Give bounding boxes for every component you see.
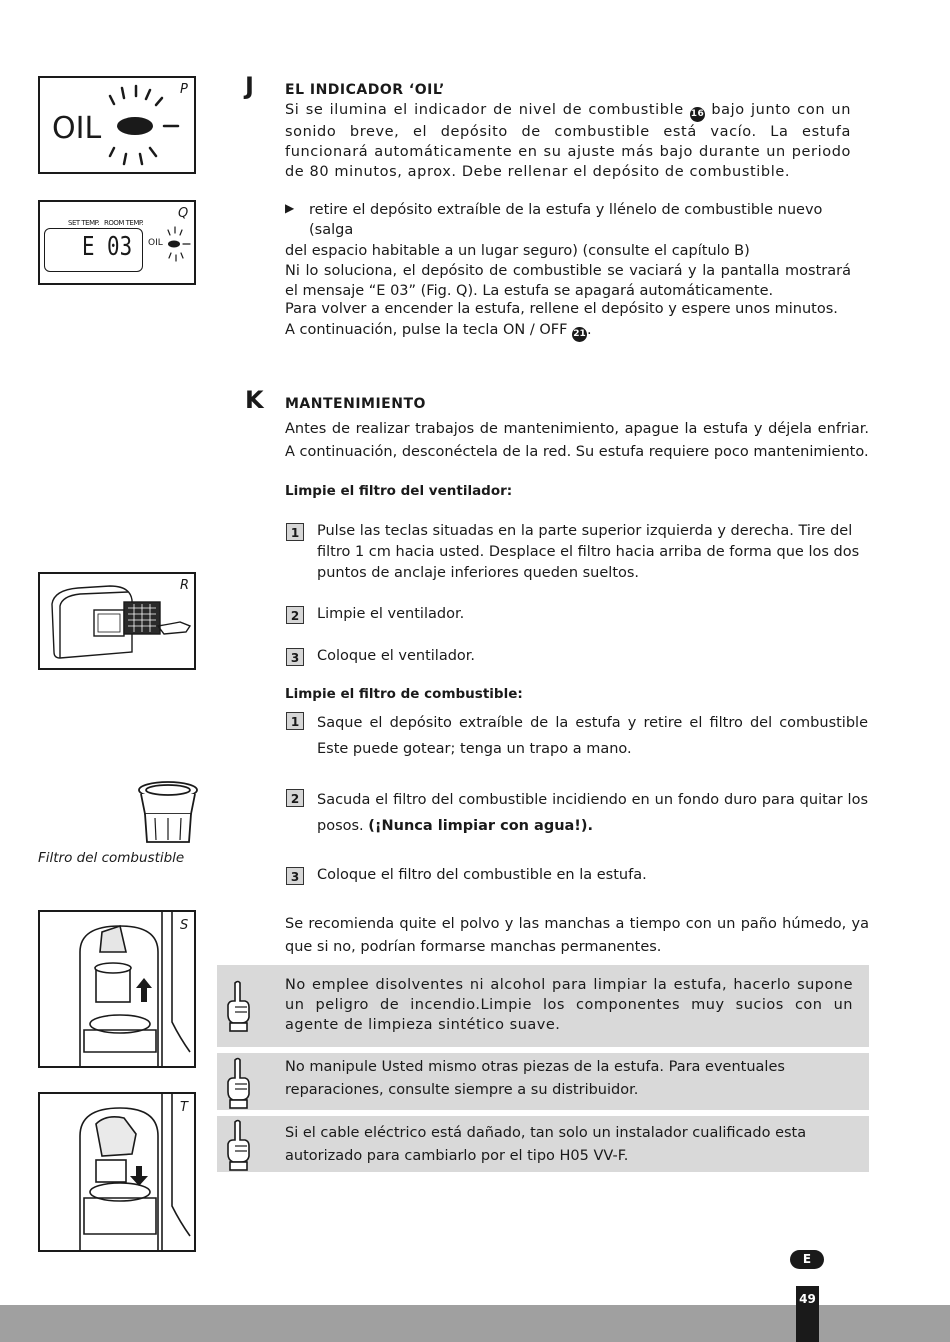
oil-label: OIL	[52, 111, 102, 146]
figure-t-letter: T	[180, 1100, 188, 1115]
fuel-step-1-number: 1	[286, 712, 304, 730]
figure-t-fuel-filter-insert	[38, 1092, 196, 1252]
fuel-step-1-text: Saque el depósito extraíble de la estufa y retire el filtro del combustible Este puede gotear; tenga un trapo a mano.	[317, 715, 868, 757]
figure-r-fan-filter	[38, 572, 196, 670]
fuel-filter-caption: Filtro del combustible	[38, 850, 185, 866]
section-j-letter: J	[245, 72, 254, 100]
filter-insert-illustration	[40, 1094, 194, 1250]
fan-step-1-text: Pulse las teclas situadas en la parte superior izquierda y derecha. Tire del filtro 1 cm hacia usted. Desplace el filtro hacia arriba de forma que los dos puntos de anclaje inferiores queden sueltos.	[317, 523, 860, 581]
cleaning-note: Se recomienda quite el polvo y las manchas a tiempo con un paño húmedo, ya que si no, podrían formarse manchas permanentes.	[285, 916, 869, 955]
figure-q-letter: Q	[178, 206, 189, 221]
pointing-hand-icon	[223, 979, 255, 1033]
bullet-arrow-icon: ▶	[285, 201, 295, 215]
reference-21-badge: 21	[572, 327, 587, 342]
warning-box-2	[217, 1053, 869, 1110]
fan-step-3-number: 3	[286, 648, 304, 666]
figure-r-letter: R	[180, 578, 190, 593]
fuel-filter-illustration	[135, 778, 201, 846]
language-badge: E	[790, 1250, 824, 1269]
reference-16-badge: 16	[690, 107, 705, 122]
figure-s-letter: S	[180, 918, 189, 933]
fuel-step-3-number: 3	[286, 867, 304, 885]
figure-s-fuel-filter-removal	[38, 910, 196, 1068]
section-k-heading: MANTENIMIENTO	[285, 396, 426, 412]
warning-1-text: No emplee disolventes ni alcohol para limpiar la estufa, hacerlo supone un peligro de incendio.Limpie los componentes muy sucios con un agente de limpieza sintético suave.	[285, 977, 853, 1033]
figure-p-letter: P	[180, 82, 188, 97]
heater-fan-filter-illustration	[40, 574, 194, 668]
fuel-step-2-text: Sacuda el filtro del combustible incidiendo en un fondo duro para quitar los posos. (¡Nunca limpiar con agua!).	[317, 792, 868, 834]
section-j-heading: EL INDICADOR ‘OIL’	[285, 82, 445, 98]
never-water-warning: (¡Nunca limpiar con agua!).	[368, 818, 594, 834]
fan-filter-title: Limpie el filtro del ventilador:	[285, 483, 513, 499]
warning-box-1	[217, 965, 869, 1047]
fan-step-2-number: 2	[286, 606, 304, 624]
filter-removal-illustration	[40, 912, 194, 1066]
fan-step-3-text: Coloque el ventilador.	[317, 648, 476, 664]
figure-p-oil-indicator	[38, 76, 196, 174]
error-code-display: E 03	[82, 232, 133, 262]
oil-indicator-illustration	[40, 78, 194, 172]
section-k-letter: K	[245, 386, 264, 414]
set-temp-label: SET TEMP.	[68, 219, 99, 227]
fuel-filter-title: Limpie el filtro de combustible:	[285, 686, 523, 702]
fuel-step-3-text: Coloque el filtro del combustible en la estufa.	[317, 867, 647, 883]
figure-q-display	[38, 200, 196, 285]
oil-small-indicator	[146, 220, 196, 270]
fan-step-1-number: 1	[286, 523, 304, 541]
pointing-hand-icon	[223, 1056, 255, 1110]
oil-small-label: OIL	[148, 238, 163, 248]
room-temp-label: ROOM TEMP.	[104, 219, 144, 227]
section-j-paragraph-3: Para volver a encender la estufa, rellene el depósito y espere unos minutos. A continuación, pulse la tecla ON / OFF 21.	[285, 299, 851, 342]
section-j-paragraph-1: Si se ilumina el indicador de nivel de combustible 16 bajo junto con un sonido breve, el depósito de combustible está vacío. La estufa funcionará automáticamente en su ajuste más bajo durante un periodo de 80 minutos, aprox. Debe rellenar el depósito de combustible.	[285, 102, 851, 180]
page-number: 49	[796, 1286, 819, 1342]
warning-2-text: No manipule Usted mismo otras piezas de la estufa. Para eventuales reparaciones, consulte siempre a su distribuidor.	[285, 1059, 785, 1098]
fan-step-2-text: Limpie el ventilador.	[317, 606, 465, 622]
warning-3-text: Si el cable eléctrico está dañado, tan solo un instalador cualificado esta autorizado para cambiarlo por el tipo H05 VV-F.	[285, 1125, 807, 1164]
warning-box-3	[217, 1116, 869, 1172]
section-k-intro: Antes de realizar trabajos de mantenimiento, apague la estufa y déjela enfriar. A continuación, desconéctela de la red. Su estufa requiere poco mantenimiento.	[285, 421, 869, 460]
fuel-step-2-number: 2	[286, 789, 304, 807]
section-j-paragraph-2: retire el depósito extraíble de la estufa y llénelo de combustible nuevo (salga del espacio habitable a un lugar seguro) (consulte el capítulo B) Ni lo soluciona, el depósito de combustible se vaciará y la pantalla mostrará el mensaje “E 03” (Fig. Q). La estufa se apagará automáticamente.	[285, 202, 851, 299]
pointing-hand-icon	[223, 1118, 255, 1172]
